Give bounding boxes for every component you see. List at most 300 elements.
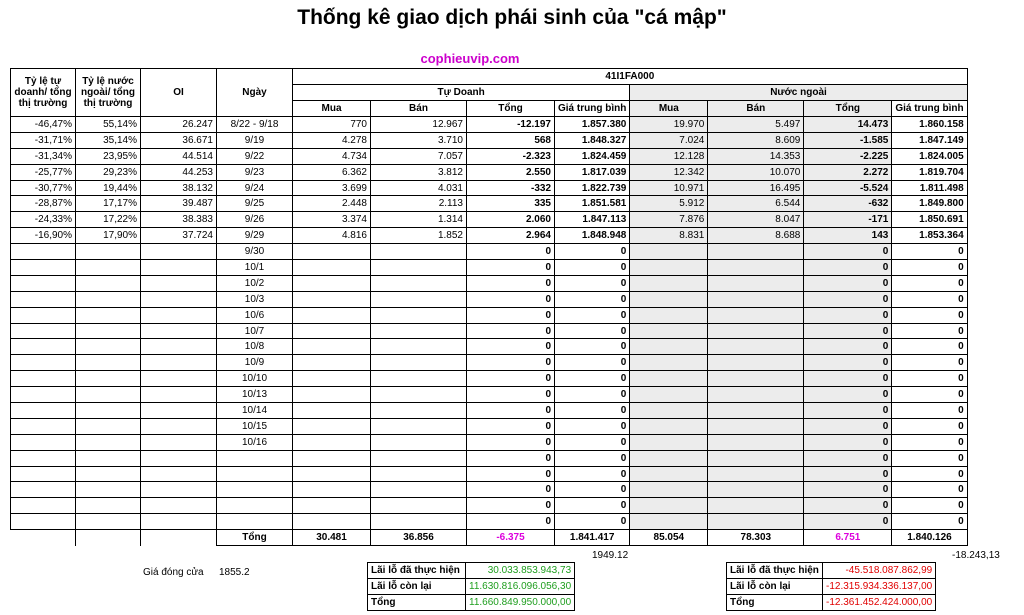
cell-td-tong: -2.323 xyxy=(467,148,555,164)
cell-td-gia: 1.857.380 xyxy=(555,117,630,133)
cell-ty-le-nuoc-ngoai xyxy=(76,514,141,530)
header-td-tong: Tổng xyxy=(467,101,555,117)
cell-nn-tong: 0 xyxy=(804,307,892,323)
cell-td-ban xyxy=(371,339,467,355)
cell-nn-tong: 14.473 xyxy=(804,117,892,133)
header-td-gia: Giá trung bình xyxy=(555,101,630,117)
td-diff-value: 1949.12 xyxy=(592,550,629,561)
header-td-ban: Bán xyxy=(371,101,467,117)
cell-nn-ban xyxy=(708,482,804,498)
cell-ngay: 10/7 xyxy=(217,323,293,339)
cell-ngay: 10/13 xyxy=(217,387,293,403)
cell-td-tong: 2.060 xyxy=(467,212,555,228)
table-row xyxy=(11,339,968,355)
cell-oi xyxy=(141,434,217,450)
cell-td-ban xyxy=(371,387,467,403)
table-row xyxy=(11,450,968,466)
cell-ngay: 9/22 xyxy=(217,148,293,164)
cell-ty-le-tu-doanh xyxy=(11,307,76,323)
cell-nn-mua xyxy=(630,323,708,339)
cell-td-tong: 0 xyxy=(467,260,555,276)
cell-ngay: 8/22 - 9/18 xyxy=(217,117,293,133)
cell-td-gia: 1.824.459 xyxy=(555,148,630,164)
cell-nn-mua xyxy=(630,371,708,387)
total-nn-tong: 6.751 xyxy=(804,530,892,546)
cell-td-gia: 0 xyxy=(555,482,630,498)
cell-td-mua: 3.374 xyxy=(293,212,371,228)
cell-ngay: 9/25 xyxy=(217,196,293,212)
cell-nn-gia: 0 xyxy=(892,387,967,403)
cell-ty-le-tu-doanh xyxy=(11,260,76,276)
cell-td-tong: 0 xyxy=(467,291,555,307)
cell-nn-tong: 0 xyxy=(804,403,892,419)
cell-td-mua: 4.734 xyxy=(293,148,371,164)
cell-nn-mua: 12.342 xyxy=(630,164,708,180)
cell-nn-ban: 8.688 xyxy=(708,228,804,244)
pl-nn-remaining: -12.315.934.336.137,00 xyxy=(823,579,936,595)
cell-nn-gia: 1.853.364 xyxy=(892,228,967,244)
cell-ty-le-tu-doanh xyxy=(11,450,76,466)
cell-td-tong: 0 xyxy=(467,418,555,434)
cell-td-gia: 0 xyxy=(555,371,630,387)
cell-nn-gia: 1.819.704 xyxy=(892,164,967,180)
cell-nn-mua: 12.128 xyxy=(630,148,708,164)
cell-nn-ban xyxy=(708,244,804,260)
cell-ngay: 10/1 xyxy=(217,260,293,276)
cell-ngay: 10/6 xyxy=(217,307,293,323)
cell-nn-ban xyxy=(708,355,804,371)
cell-nn-tong: 0 xyxy=(804,466,892,482)
cell-nn-tong: -2.225 xyxy=(804,148,892,164)
cell-ty-le-nuoc-ngoai xyxy=(76,339,141,355)
cell-ngay xyxy=(217,466,293,482)
cell-td-mua: 4.816 xyxy=(293,228,371,244)
table-row xyxy=(11,244,968,260)
cell-nn-tong: 0 xyxy=(804,244,892,260)
table-row xyxy=(11,117,968,133)
cell-td-mua xyxy=(293,450,371,466)
cell-td-tong: -332 xyxy=(467,180,555,196)
cell-nn-tong: -632 xyxy=(804,196,892,212)
cell-ty-le-nuoc-ngoai xyxy=(76,244,141,260)
cell-oi xyxy=(141,244,217,260)
table-row xyxy=(11,514,968,530)
cell-ngay: 10/2 xyxy=(217,275,293,291)
cell-nn-mua xyxy=(630,275,708,291)
cell-nn-tong: -5.524 xyxy=(804,180,892,196)
cell-oi: 39.487 xyxy=(141,196,217,212)
cell-ty-le-nuoc-ngoai: 17,22% xyxy=(76,212,141,228)
cell-ngay: 10/10 xyxy=(217,371,293,387)
table-row xyxy=(11,323,968,339)
header-nn-gia: Giá trung bình xyxy=(892,101,967,117)
cell-nn-mua: 7.876 xyxy=(630,212,708,228)
cell-td-mua: 770 xyxy=(293,117,371,133)
cell-nn-gia: 0 xyxy=(892,482,967,498)
cell-td-ban: 1.314 xyxy=(371,212,467,228)
cell-nn-tong: 0 xyxy=(804,323,892,339)
cell-nn-mua xyxy=(630,466,708,482)
cell-td-ban xyxy=(371,371,467,387)
cell-ty-le-tu-doanh xyxy=(11,482,76,498)
cell-ty-le-tu-doanh xyxy=(11,514,76,530)
cell-nn-gia: 0 xyxy=(892,466,967,482)
cell-ngay: 10/3 xyxy=(217,291,293,307)
cell-ty-le-nuoc-ngoai: 29,23% xyxy=(76,164,141,180)
cell-nn-gia: 0 xyxy=(892,514,967,530)
close-price-value: 1855.2 xyxy=(219,567,250,578)
cell-td-gia: 1.847.113 xyxy=(555,212,630,228)
cell-nn-tong: 0 xyxy=(804,514,892,530)
header-tu-doanh: Tự Doanh xyxy=(293,85,630,101)
cell-nn-tong: 0 xyxy=(804,355,892,371)
cell-nn-ban xyxy=(708,371,804,387)
cell-td-tong: -12.197 xyxy=(467,117,555,133)
cell-nn-mua xyxy=(630,498,708,514)
cell-oi xyxy=(141,275,217,291)
blank-cell xyxy=(76,530,141,546)
cell-td-tong: 335 xyxy=(467,196,555,212)
header-nn-ban: Bán xyxy=(708,101,804,117)
cell-nn-gia: 0 xyxy=(892,260,967,276)
table-row xyxy=(11,260,968,276)
cell-ty-le-tu-doanh: -30,77% xyxy=(11,180,76,196)
cell-nn-mua xyxy=(630,418,708,434)
cell-nn-tong: 0 xyxy=(804,339,892,355)
total-row xyxy=(11,530,968,546)
cell-ngay: 10/9 xyxy=(217,355,293,371)
cell-nn-mua xyxy=(630,450,708,466)
cell-td-mua: 3.699 xyxy=(293,180,371,196)
cell-td-tong: 2.550 xyxy=(467,164,555,180)
cell-td-tong: 0 xyxy=(467,275,555,291)
cell-td-tong: 0 xyxy=(467,323,555,339)
cell-ty-le-tu-doanh xyxy=(11,244,76,260)
cell-nn-gia: 0 xyxy=(892,275,967,291)
cell-td-mua xyxy=(293,498,371,514)
cell-ty-le-nuoc-ngoai xyxy=(76,418,141,434)
table-row xyxy=(11,132,968,148)
cell-oi: 38.383 xyxy=(141,212,217,228)
cell-nn-tong: 0 xyxy=(804,387,892,403)
cell-td-tong: 2.964 xyxy=(467,228,555,244)
header-td-mua: Mua xyxy=(293,101,371,117)
cell-nn-tong: 0 xyxy=(804,371,892,387)
cell-nn-ban: 8.609 xyxy=(708,132,804,148)
cell-oi xyxy=(141,323,217,339)
cell-ngay: 9/29 xyxy=(217,228,293,244)
cell-ty-le-nuoc-ngoai: 55,14% xyxy=(76,117,141,133)
cell-td-gia: 0 xyxy=(555,403,630,419)
cell-td-mua xyxy=(293,244,371,260)
cell-nn-tong: -171 xyxy=(804,212,892,228)
cell-td-mua: 2.448 xyxy=(293,196,371,212)
cell-nn-ban: 14.353 xyxy=(708,148,804,164)
table-row xyxy=(11,482,968,498)
cell-oi: 38.132 xyxy=(141,180,217,196)
cell-nn-gia: 0 xyxy=(892,450,967,466)
cell-td-mua xyxy=(293,482,371,498)
cell-nn-ban: 5.497 xyxy=(708,117,804,133)
cell-ngay xyxy=(217,514,293,530)
cell-td-ban xyxy=(371,482,467,498)
cell-nn-mua xyxy=(630,291,708,307)
cell-td-tong: 0 xyxy=(467,339,555,355)
pl-nuoc-ngoai-table xyxy=(726,562,936,611)
cell-nn-ban xyxy=(708,498,804,514)
cell-td-mua: 4.278 xyxy=(293,132,371,148)
table-row xyxy=(11,355,968,371)
cell-td-mua xyxy=(293,418,371,434)
cell-oi xyxy=(141,403,217,419)
header-nn-mua: Mua xyxy=(630,101,708,117)
cell-td-mua: 6.362 xyxy=(293,164,371,180)
cell-td-ban: 4.031 xyxy=(371,180,467,196)
cell-nn-mua xyxy=(630,403,708,419)
cell-td-gia: 0 xyxy=(555,275,630,291)
cell-oi xyxy=(141,418,217,434)
cell-ngay: 10/14 xyxy=(217,403,293,419)
cell-nn-mua xyxy=(630,434,708,450)
total-nn-mua: 85.054 xyxy=(630,530,708,546)
cell-td-mua xyxy=(293,291,371,307)
nn-diff-value: -18.243,13 xyxy=(952,550,1000,561)
cell-ty-le-nuoc-ngoai xyxy=(76,403,141,419)
cell-td-ban xyxy=(371,323,467,339)
cell-nn-gia: 1.850.691 xyxy=(892,212,967,228)
cell-td-tong: 0 xyxy=(467,434,555,450)
cell-td-gia: 0 xyxy=(555,323,630,339)
cell-td-gia: 0 xyxy=(555,291,630,307)
cell-td-mua xyxy=(293,434,371,450)
cell-nn-mua xyxy=(630,260,708,276)
cell-td-ban xyxy=(371,450,467,466)
total-td-mua: 30.481 xyxy=(293,530,371,546)
cell-td-tong: 0 xyxy=(467,498,555,514)
pl-nn-remaining-label: Lãi lỗ còn lại xyxy=(727,579,823,595)
cell-nn-ban xyxy=(708,514,804,530)
cell-oi xyxy=(141,371,217,387)
cell-td-ban: 1.852 xyxy=(371,228,467,244)
header-ty-le-nuoc-ngoai: Tỷ lệ nước ngoài/ tổng thị trường xyxy=(76,69,141,117)
cell-oi: 44.253 xyxy=(141,164,217,180)
cell-td-ban xyxy=(371,514,467,530)
cell-ty-le-nuoc-ngoai: 23,95% xyxy=(76,148,141,164)
table-row xyxy=(11,307,968,323)
cell-oi xyxy=(141,387,217,403)
cell-ty-le-nuoc-ngoai: 35,14% xyxy=(76,132,141,148)
cell-nn-gia: 0 xyxy=(892,371,967,387)
cell-ngay: 10/15 xyxy=(217,418,293,434)
cell-nn-ban xyxy=(708,466,804,482)
cell-oi: 44.514 xyxy=(141,148,217,164)
cell-ty-le-nuoc-ngoai xyxy=(76,434,141,450)
cell-ty-le-nuoc-ngoai xyxy=(76,323,141,339)
cell-nn-ban xyxy=(708,307,804,323)
cell-ngay: 9/23 xyxy=(217,164,293,180)
pl-td-realized: 30.033.853.943,73 xyxy=(466,563,575,579)
table-row xyxy=(11,228,968,244)
cell-td-mua xyxy=(293,339,371,355)
cell-td-tong: 0 xyxy=(467,482,555,498)
cell-oi xyxy=(141,466,217,482)
cell-td-ban xyxy=(371,418,467,434)
cell-td-tong: 0 xyxy=(467,387,555,403)
cell-nn-ban: 10.070 xyxy=(708,164,804,180)
cell-td-ban: 3.812 xyxy=(371,164,467,180)
cell-oi xyxy=(141,307,217,323)
cell-ty-le-tu-doanh: -46,47% xyxy=(11,117,76,133)
cell-nn-ban xyxy=(708,418,804,434)
cell-nn-tong: 0 xyxy=(804,260,892,276)
cell-nn-ban xyxy=(708,260,804,276)
cell-nn-mua xyxy=(630,244,708,260)
cell-nn-gia: 0 xyxy=(892,244,967,260)
cell-ty-le-tu-doanh xyxy=(11,418,76,434)
cell-ngay xyxy=(217,498,293,514)
cell-td-gia: 1.851.581 xyxy=(555,196,630,212)
cell-ty-le-nuoc-ngoai xyxy=(76,307,141,323)
cell-ty-le-nuoc-ngoai xyxy=(76,466,141,482)
header-nuoc-ngoai: Nước ngoài xyxy=(630,85,967,101)
cell-nn-gia: 1.860.158 xyxy=(892,117,967,133)
cell-nn-tong: 0 xyxy=(804,498,892,514)
cell-oi xyxy=(141,450,217,466)
cell-ngay: 9/26 xyxy=(217,212,293,228)
cell-nn-ban xyxy=(708,434,804,450)
cell-nn-gia: 1.847.149 xyxy=(892,132,967,148)
cell-td-gia: 1.817.039 xyxy=(555,164,630,180)
cell-td-gia: 0 xyxy=(555,418,630,434)
cell-td-tong: 0 xyxy=(467,466,555,482)
cell-nn-tong: 0 xyxy=(804,418,892,434)
cell-td-gia: 0 xyxy=(555,307,630,323)
cell-td-tong: 0 xyxy=(467,371,555,387)
cell-ty-le-tu-doanh xyxy=(11,371,76,387)
cell-td-mua xyxy=(293,307,371,323)
cell-nn-gia: 1.824.005 xyxy=(892,148,967,164)
derivatives-table xyxy=(10,68,968,546)
cell-td-tong: 0 xyxy=(467,244,555,260)
site-link[interactable]: cophieuvip.com xyxy=(420,51,520,66)
cell-nn-ban: 8.047 xyxy=(708,212,804,228)
cell-nn-gia: 0 xyxy=(892,418,967,434)
cell-td-ban xyxy=(371,355,467,371)
cell-oi xyxy=(141,514,217,530)
cell-ty-le-nuoc-ngoai xyxy=(76,482,141,498)
cell-nn-ban: 16.495 xyxy=(708,180,804,196)
header-oi: OI xyxy=(141,69,217,117)
cell-nn-ban xyxy=(708,387,804,403)
table-row xyxy=(11,196,968,212)
cell-nn-mua xyxy=(630,307,708,323)
cell-ty-le-tu-doanh xyxy=(11,387,76,403)
cell-oi: 36.671 xyxy=(141,132,217,148)
cell-td-ban: 12.967 xyxy=(371,117,467,133)
cell-nn-gia: 0 xyxy=(892,339,967,355)
cell-td-ban xyxy=(371,307,467,323)
cell-ngay xyxy=(217,450,293,466)
cell-ngay: 9/30 xyxy=(217,244,293,260)
cell-nn-tong: 0 xyxy=(804,450,892,466)
cell-ty-le-nuoc-ngoai: 17,17% xyxy=(76,196,141,212)
cell-ty-le-tu-doanh xyxy=(11,291,76,307)
cell-td-mua xyxy=(293,466,371,482)
cell-td-mua xyxy=(293,323,371,339)
pl-nn-realized: -45.518.087.862,99 xyxy=(823,563,936,579)
cell-oi xyxy=(141,260,217,276)
cell-ngay: 9/19 xyxy=(217,132,293,148)
cell-td-gia: 0 xyxy=(555,514,630,530)
cell-nn-ban xyxy=(708,291,804,307)
table-row xyxy=(11,291,968,307)
cell-nn-ban xyxy=(708,403,804,419)
cell-td-mua xyxy=(293,403,371,419)
cell-nn-mua: 5.912 xyxy=(630,196,708,212)
cell-ngay xyxy=(217,482,293,498)
cell-ty-le-tu-doanh: -31,34% xyxy=(11,148,76,164)
table-row xyxy=(11,180,968,196)
cell-ty-le-tu-doanh xyxy=(11,323,76,339)
cell-oi: 37.724 xyxy=(141,228,217,244)
cell-ty-le-tu-doanh: -28,87% xyxy=(11,196,76,212)
cell-nn-tong: 0 xyxy=(804,275,892,291)
cell-td-mua xyxy=(293,260,371,276)
cell-td-gia: 0 xyxy=(555,339,630,355)
cell-nn-mua xyxy=(630,387,708,403)
cell-td-ban xyxy=(371,291,467,307)
cell-ngay: 9/24 xyxy=(217,180,293,196)
cell-td-ban xyxy=(371,260,467,276)
cell-td-gia: 1.822.739 xyxy=(555,180,630,196)
header-ngay: Ngày xyxy=(217,69,293,117)
table-row xyxy=(11,148,968,164)
cell-td-gia: 0 xyxy=(555,355,630,371)
cell-nn-gia: 1.811.498 xyxy=(892,180,967,196)
table-row xyxy=(11,418,968,434)
cell-oi xyxy=(141,339,217,355)
cell-td-mua xyxy=(293,387,371,403)
cell-td-tong: 568 xyxy=(467,132,555,148)
cell-nn-gia: 0 xyxy=(892,307,967,323)
cell-nn-gia: 1.849.800 xyxy=(892,196,967,212)
cell-td-ban xyxy=(371,403,467,419)
table-row xyxy=(11,275,968,291)
table-row xyxy=(11,498,968,514)
cell-nn-mua: 8.831 xyxy=(630,228,708,244)
table-row xyxy=(11,371,968,387)
cell-ty-le-tu-doanh: -25,77% xyxy=(11,164,76,180)
cell-ty-le-tu-doanh: -24,33% xyxy=(11,212,76,228)
cell-td-gia: 0 xyxy=(555,450,630,466)
header-ty-le-tu-doanh: Tỷ lệ tự doanh/ tổng thị trường xyxy=(11,69,76,117)
cell-nn-ban xyxy=(708,450,804,466)
cell-nn-tong: 0 xyxy=(804,434,892,450)
cell-td-gia: 0 xyxy=(555,498,630,514)
cell-oi: 26.247 xyxy=(141,117,217,133)
table-row xyxy=(11,212,968,228)
cell-nn-mua xyxy=(630,355,708,371)
cell-td-ban xyxy=(371,434,467,450)
pl-nn-total-label: Tổng xyxy=(727,595,823,611)
cell-nn-gia: 0 xyxy=(892,355,967,371)
cell-ty-le-nuoc-ngoai xyxy=(76,387,141,403)
cell-td-tong: 0 xyxy=(467,450,555,466)
cell-nn-mua xyxy=(630,514,708,530)
cell-nn-gia: 0 xyxy=(892,323,967,339)
cell-td-ban: 7.057 xyxy=(371,148,467,164)
cell-ty-le-tu-doanh xyxy=(11,434,76,450)
